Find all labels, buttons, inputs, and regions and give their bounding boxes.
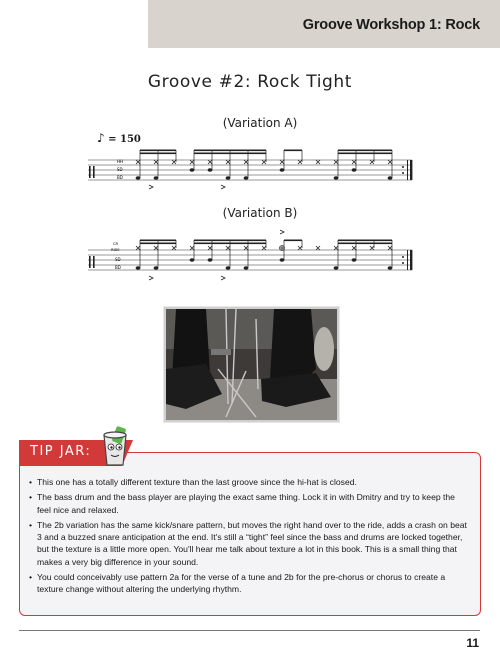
variation-b-title: (Variation B) xyxy=(222,206,298,220)
label-bd: BD xyxy=(115,265,121,270)
footer-rule xyxy=(19,630,480,631)
tip-item: • This one has a totally different texture than the last groove since the hi-hat is closed. xyxy=(29,476,471,488)
tip-item: • You could conceivably use pattern 2a for the verse of a tune and 2b for the pre-chorus or chorus to create a texture change without altering the underlying rhythm. xyxy=(29,571,471,596)
tip-jar-bucket-icon xyxy=(97,425,133,467)
tip-jar-label: TIP JAR: xyxy=(30,444,92,459)
tempo-value: = 150 xyxy=(108,134,141,145)
eighth-note-icon: ♪ xyxy=(97,131,105,145)
groove-title: Groove #2: Rock Tight xyxy=(147,72,353,92)
label-cr: CR xyxy=(113,242,119,246)
tip-item: • The 2b variation has the same kick/snare pattern, but moves the right hand over to the ride, adds a crash on beat 3 and a buzzed snare anticipation at the end. It's still a “tight” feel since the bass and drums are locked together, but the texture is a little more open. You'll hear me talk about texture a lot in this book. This is a small thing that makes a very big difference in your sound. xyxy=(29,519,471,568)
variation-a-notation xyxy=(0,140,500,200)
page-number: 11 xyxy=(466,636,479,650)
drummer-feet-pedals-photo xyxy=(164,307,339,422)
variation-a-title: (Variation A) xyxy=(222,116,298,130)
tip-item: • The bass drum and the bass player are playing the exact same thing. Lock it in with Dmitry and try to keep the feel nice and relaxed. xyxy=(29,491,471,516)
variation-b-notation xyxy=(0,228,500,290)
label-sd: SD xyxy=(115,257,121,262)
tip-list xyxy=(29,476,471,599)
label-sd: SD xyxy=(117,167,123,172)
label-hh: HH xyxy=(117,159,124,164)
label-bd: BD xyxy=(117,175,123,180)
label-ride: RIDE xyxy=(111,248,120,252)
chapter-title: Groove Workshop 1: Rock xyxy=(302,17,480,33)
